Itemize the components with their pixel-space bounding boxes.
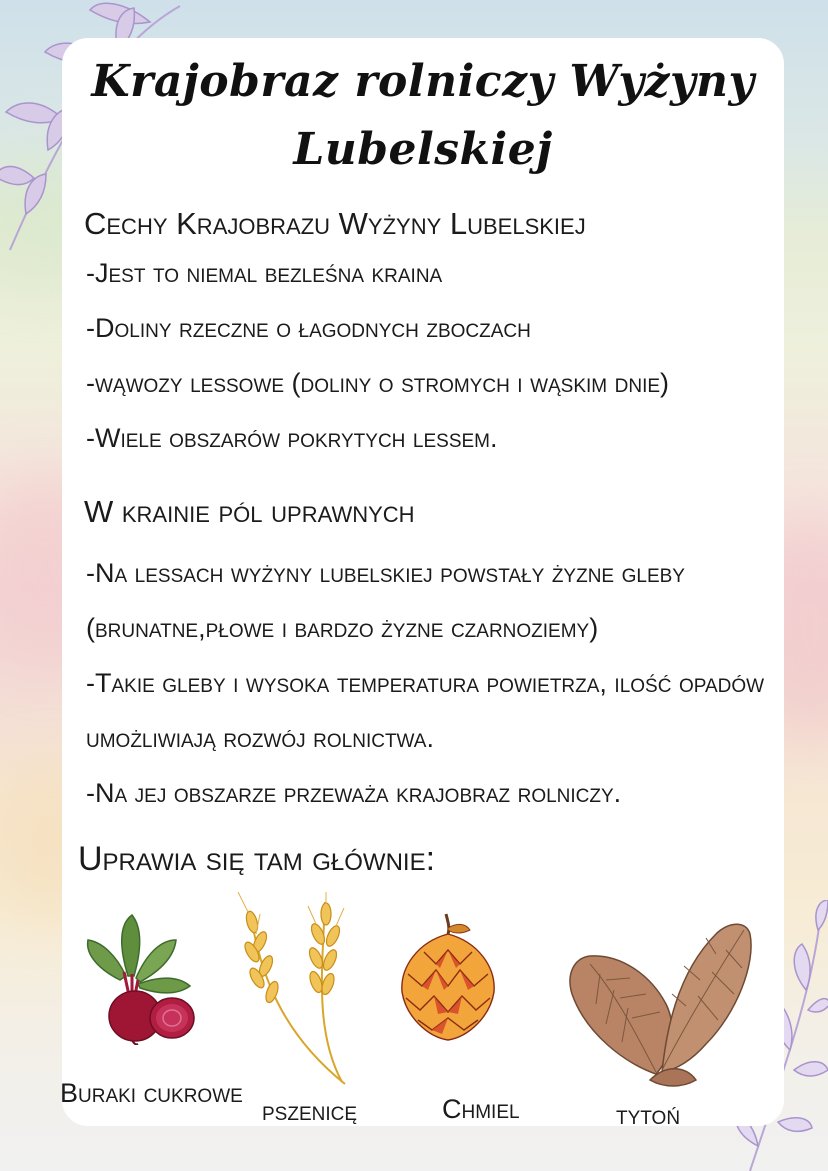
section-heading: W krainie pól uprawnych xyxy=(84,494,415,529)
beet-icon xyxy=(80,910,200,1045)
list-item: (brunatne,płowe i bardzo żyzne czarnoziemy) xyxy=(86,613,599,643)
tobacco-leaf-icon xyxy=(566,914,752,1090)
list-item: -wąwozy lessowe (doliny o stromych i wąskim dnie) xyxy=(86,368,670,398)
list-item: -Na lessach wyżyny lubelskiej powstały żyzne gleby xyxy=(86,558,685,588)
section-heading: Cechy Krajobrazu Wyżyny Lubelskiej xyxy=(84,206,586,241)
page-title: Krajobraz rolniczy Wyżyny Lubelskiej xyxy=(91,56,755,175)
list-item: umożliwiają rozwój rolnictwa. xyxy=(86,723,434,753)
list-item: -Wiele obszarów pokrytych lessem. xyxy=(86,423,498,453)
crop-label: tytoń xyxy=(616,1100,681,1130)
list-item: -Jest to niemal bezleśna kraina xyxy=(86,258,443,288)
section-heading: Uprawia się tam głównie: xyxy=(78,840,436,878)
wheat-icon xyxy=(230,892,360,1092)
list-item: -Takie gleby i wysoka temperatura powietrza, ilość opadów xyxy=(86,668,765,698)
list-item: -Doliny rzeczne o łagodnych zboczach xyxy=(86,313,531,343)
crop-label: pszenicę xyxy=(262,1096,358,1126)
crop-label: Chmiel xyxy=(442,1094,520,1124)
hop-icon xyxy=(388,912,508,1042)
crop-label: Buraki cukrowe xyxy=(60,1078,243,1108)
list-item: -Na jej obszarze przeważa krajobraz rolniczy. xyxy=(86,778,622,808)
